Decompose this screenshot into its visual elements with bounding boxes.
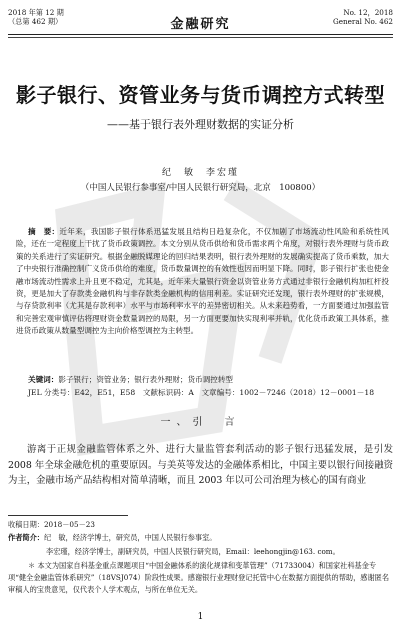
authors: 纪 敏 李宏瑾 — [161, 168, 239, 178]
body-paragraph: 游离于正规金融监管体系之外、进行大量监管套利活动的影子银行迅猛发展，是引发 2008 年全球金融危机的重要原因。与美英等发达的金融体系相比，中国主要以银行间接融资为主，金融市场产品结构相对简单清晰，而且 2003 年以可公司治理为核心的国有商业 — [8, 444, 393, 486]
funding-note — [8, 560, 393, 595]
abstract — [16, 226, 389, 338]
body-text — [8, 442, 393, 489]
author-intro-2: 李宏瑾，经济学博士，副研究员，中国人民银行研究局，Email：leehongjin@163. com。 — [46, 547, 340, 556]
keywords — [28, 374, 389, 386]
issue-info-en — [333, 8, 393, 26]
header-rule — [8, 34, 393, 35]
issue-line-2: （总第 462 期） — [8, 17, 63, 26]
affiliation: （中国人民银行参事室/中国人民银行研究局，北京 100800） — [80, 183, 321, 193]
page-number: 1 — [197, 612, 204, 622]
article-title: 影子银行、资管业务与货币调控方式转型 — [16, 83, 385, 107]
keywords-label: 关键词： — [28, 375, 59, 384]
journal-title: 金融研究 — [170, 17, 231, 32]
author-intro-1 — [8, 532, 393, 544]
abstract-label: 摘 要： — [28, 227, 60, 236]
author-intro-label: 作者简介： — [8, 533, 44, 542]
issue-en-line-1: No. 12，2018 — [343, 8, 393, 17]
section-heading: 一、引 言 — [160, 417, 241, 428]
issue-line-1: 2018 年第 12 期 — [8, 8, 64, 17]
header-rule-thin — [8, 37, 393, 38]
classification-line: JEL 分类号：E42，E51，E58 文献标识码：A 文章编号：1002－7246（2018）12－0001－18 — [28, 388, 375, 397]
issue-en-line-2: General No. 462 — [333, 17, 393, 26]
footnote-rule — [8, 515, 128, 516]
author-intro-1-text: 纪 敏，经济学博士，研究员，中国人民银行参事室。 — [43, 533, 217, 542]
keywords-text: 影子银行；资管业务；银行表外理财；货币调控转型 — [58, 375, 234, 384]
abstract-text: 近年来，我国影子银行体系迅猛发展且结构日趋复杂化，不仅加剧了市场流动性风险和系统性风险，还在一定程度上干扰了货币政策调控。本文分别从货币供给和货币需求两个角度，对银行表外理财与货币政策的关系进行了实证研究。根据金融脱媒理论的回归结果表明，银行表外理财的发展确实提高了货币乘数，加大了中央银行准确控制广义货币供给的难度，货币数量调控的有效性也因而明显下降。同时，影子银行扩张也使金融市场流动性需求上升且更不稳定，尤其是，近年来大量银行资金以资管业务方式通过非银行金融机构加杠杆投资，更是加大了存款类金融机构与非存款类金融机构的信用利差。实证研究还发现，银行表外理财的扩张规模，与存贷款利率（尤其是存款利率）水平与市场利率水平的差异密切相关。从未来趋势看，一方面要通过加强监管和完善宏观审慎评估将理财资金数量调控的局限，另一方面更要加快实现利率并轨，优化货币政策工具体系，推进货币政策从数量型调控为主向价格型调控为主转型。 — [16, 227, 390, 336]
article-subtitle: ——基于银行表外理财数据的实证分析 — [107, 118, 294, 131]
funding-text: ＊ 本文为国家自科基金重点课题项目“中国金融体系的演化规律和变革管理”（71733004）和国家社科基金专项“健全金融监管体系研究”（18VSJ074）阶段性成果。感谢银行业理财登记托管中心在数据方面提供的帮助，感谢匿名审稿人的宝贵意见，仅代表个人学术观点，与所在单位无关。 — [8, 561, 390, 594]
received-date: 收稿日期：2018－05－23 — [8, 520, 95, 529]
